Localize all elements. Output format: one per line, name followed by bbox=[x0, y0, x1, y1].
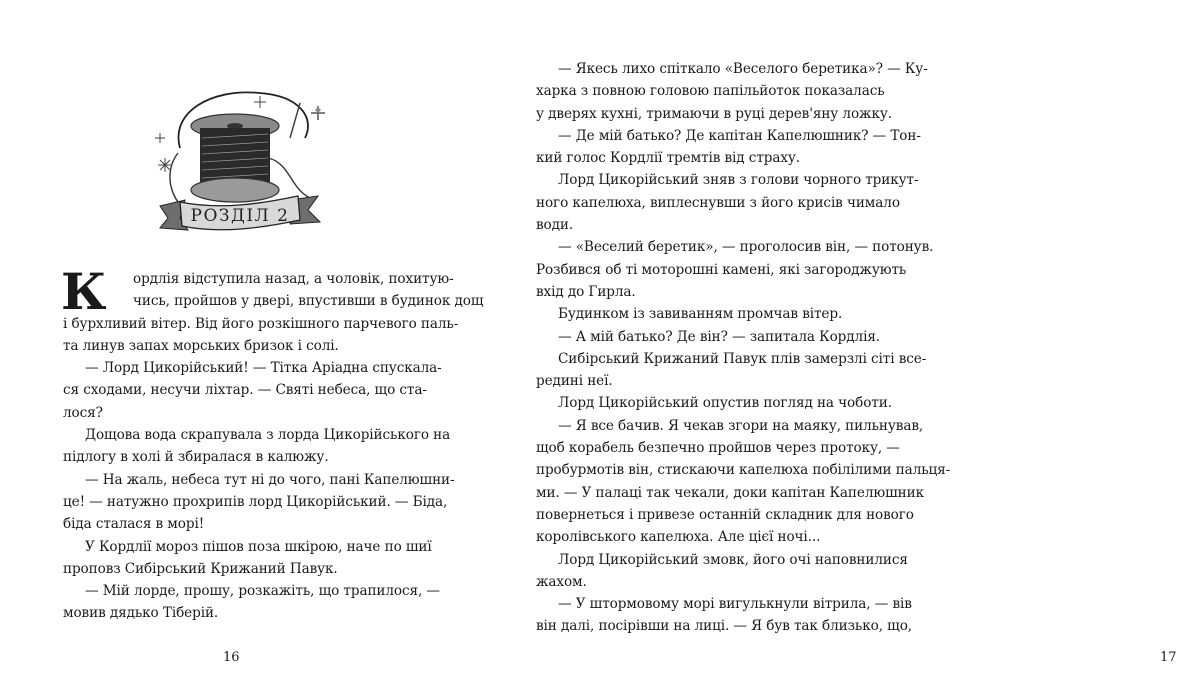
text-line: у дверях кухні, тримаючи в руці дерев'яну ложку. bbox=[536, 105, 892, 122]
text-line: ся сходами, несучи ліхтар. — Святі небеса, що ста- bbox=[63, 382, 427, 399]
text-line: Лорд Цикорійський зняв з голови чорного трикут- bbox=[558, 172, 919, 189]
text-line: Дощова вода скрапувала з лорда Цикорійського на bbox=[85, 427, 451, 444]
chapter-banner-text: РОЗДІЛ 2 bbox=[190, 206, 290, 226]
text-line: — Лорд Цикорійський! — Тітка Аріадна спускала- bbox=[85, 360, 442, 377]
text-line: Лорд Цикорійський опустив погляд на чоботи. bbox=[558, 395, 892, 412]
text-line: біда сталася в морі! bbox=[63, 516, 205, 533]
text-line: чись, пройшов у двері, впустивши в будинок дощ bbox=[133, 293, 484, 310]
text-line: — На жаль, небеса тут ні до чого, пані Капелюшни- bbox=[85, 471, 455, 488]
text-line: повернеться і привезе останній складник для нового bbox=[536, 506, 914, 523]
text-line: — Якесь лихо спіткало «Веселого беретика»? — Ку- bbox=[558, 61, 928, 77]
text-line: Будинком із завиванням промчав вітер. bbox=[558, 306, 843, 323]
text-line: і бурхливий вітер. Від його розкішного парчевого паль- bbox=[63, 315, 459, 332]
text-line: мовив дядько Тіберій. bbox=[63, 605, 219, 622]
text-line: кий голос Кордлії тремтів від страху. bbox=[536, 150, 801, 167]
left-page-text bbox=[61, 262, 484, 625]
text-line: щоб корабель безпечно пройшов через протоку, — bbox=[536, 440, 900, 457]
text-line: Розбився об ті моторошні камені, які загороджують bbox=[536, 261, 907, 278]
text-line: води. bbox=[536, 217, 574, 234]
text-line: Лорд Цикорійський змовк, його очі наповнилися bbox=[558, 551, 908, 568]
text-line: ми. — У палаці так чекали, доки капітан Капелюшник bbox=[536, 484, 924, 501]
chapter-spool-illustration bbox=[140, 78, 330, 248]
text-line: — Я все бачив. Я чекав згори на маяку, пильнував, bbox=[558, 417, 924, 434]
text-line: Сибірський Крижаний Павук плів замерзлі сіті все- bbox=[558, 350, 927, 367]
page-number: 17 bbox=[1160, 650, 1177, 665]
text-line: це! — натужно прохрипів лорд Цикорійський. — Біда, bbox=[63, 493, 448, 510]
text-line: підлогу в холі й збиралася в калюжу. bbox=[63, 449, 329, 466]
text-line: вхід до Гирла. bbox=[536, 283, 636, 300]
text-line: проповз Сибірський Крижаний Павук. bbox=[63, 560, 338, 577]
text-line: він далі, посірівши на лиці. — Я був так близько, що, bbox=[536, 618, 912, 635]
text-line: лося? bbox=[63, 404, 103, 421]
text-line: харка з повною головою папільйоток показалась bbox=[536, 83, 885, 100]
left-page bbox=[0, 0, 484, 700]
text-line: та линув запах морських бризок і солі. bbox=[63, 337, 339, 354]
text-line: пробурмотів він, стискаючи капелюха побілілими пальця- bbox=[536, 462, 951, 479]
text-line: — Мій лорде, прошу, розкажіть, що трапилося, — bbox=[85, 583, 440, 600]
text-line: У Кордлії мороз пішов поза шкірою, наче по шиї bbox=[85, 538, 432, 555]
text-line: королівського капелюха. Але цієї ночі... bbox=[536, 529, 821, 546]
text-line: ного капелюха, виплеснувши з його крисів чимало bbox=[536, 194, 900, 211]
page-number: 16 bbox=[223, 650, 240, 665]
text-line: — У штормовому морі вигулькнули вітрила, — вів bbox=[558, 596, 912, 613]
text-line: — Де мій батько? Де капітан Капелюшник? — Тон- bbox=[558, 127, 921, 144]
drop-cap: К bbox=[61, 262, 107, 321]
right-page-text bbox=[536, 58, 951, 638]
text-line: жахом. bbox=[536, 573, 587, 590]
text-line: — «Веселий беретик», — проголосив він, — потонув. bbox=[558, 239, 934, 256]
text-line: — А мій батько? Де він? — запитала Кордлія. bbox=[558, 328, 881, 345]
text-line: ордлія відступила назад, а чоловік, похитую- bbox=[133, 271, 454, 287]
text-line: редині неї. bbox=[536, 373, 613, 390]
